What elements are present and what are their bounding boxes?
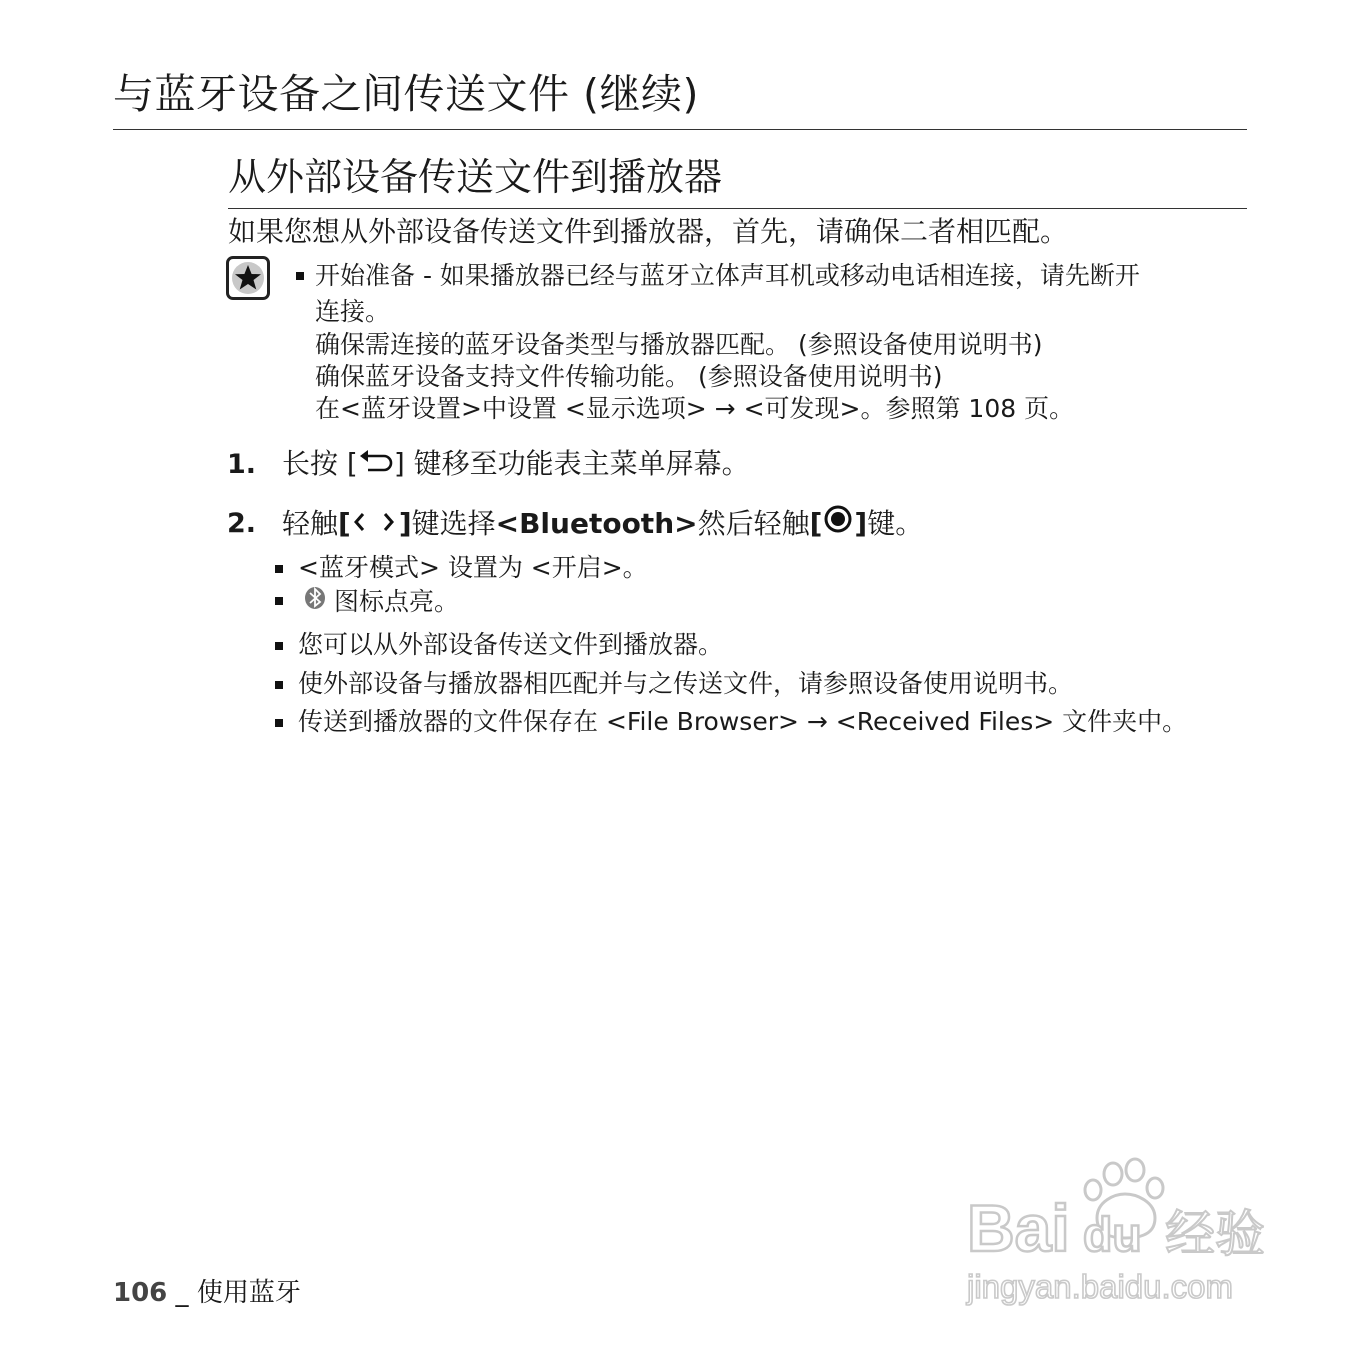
result-bullet: [275, 597, 283, 605]
step-2-number: 2.: [227, 508, 257, 539]
page-footer: [113, 1274, 301, 1312]
note-line-3: 确保需连接的蓝牙设备类型与播放器匹配。 (参照设备使用说明书): [315, 330, 1043, 359]
step-1-number: 1.: [227, 449, 257, 480]
svg-text:du: du: [1083, 1209, 1142, 1262]
step-2: [282, 503, 923, 544]
note-bullet: [296, 272, 304, 280]
step-2-text-post: 键。: [867, 506, 924, 540]
result-2-text: 图标点亮。: [334, 586, 460, 616]
step-2-text-mid-b: 然后轻触: [697, 506, 810, 540]
back-arrow-icon: [358, 444, 394, 484]
tip-2: 使外部设备与播放器相匹配并与之传送文件，请参照设备使用说明书。: [298, 669, 1074, 698]
chapter-name: 使用蓝牙: [196, 1278, 301, 1308]
section-intro: 如果您想从外部设备传送文件到播放器，首先，请确保二者相匹配。: [228, 215, 1069, 248]
tip-bullet: [275, 719, 283, 727]
tip-3: 传送到播放器的文件保存在 <File Browser> → <Received Files> 文件夹中。: [298, 707, 1188, 736]
svg-text:Bai: Bai: [967, 1191, 1070, 1265]
baidu-paw-icon: [965, 1156, 1285, 1306]
title-divider: [113, 129, 1247, 130]
step-2-bluetooth-label: <Bluetooth>: [495, 506, 698, 540]
step-1-text-pre: 长按 [: [282, 447, 358, 480]
baidu-jingyan-watermark: [965, 1156, 1285, 1306]
result-bullet: [275, 565, 283, 573]
step-2-select-open: [: [809, 506, 823, 540]
star-note-icon: [226, 256, 270, 300]
tip-bullet: [275, 642, 283, 650]
page-title: 与蓝牙设备之间传送文件 (继续): [113, 70, 700, 118]
tip-bullet: [275, 681, 283, 689]
select-circle-icon: [822, 503, 854, 544]
left-right-icon: [351, 504, 399, 544]
step-1: [282, 444, 750, 484]
result-2: [298, 584, 459, 619]
note-line-4: 确保蓝牙设备支持文件传输功能。 (参照设备使用说明书): [315, 362, 943, 391]
svg-text:经验: 经验: [1165, 1205, 1265, 1263]
bluetooth-icon: [304, 584, 326, 619]
step-2-bracket-open: [: [338, 506, 351, 540]
footer-separator: _: [167, 1278, 197, 1308]
note-line-1: 开始准备 - 如果播放器已经与蓝牙立体声耳机或移动电话相连接，请先断开: [315, 261, 1140, 290]
page-number: 106: [113, 1278, 168, 1308]
step-2-select-close: ]: [854, 506, 868, 540]
note-line-5: 在<蓝牙设置>中设置 <显示选项> → <可发现>。参照第 108 页。: [315, 394, 1075, 423]
step-2-bracket-close: ]: [398, 506, 412, 540]
section-title: 从外部设备传送文件到播放器: [228, 155, 723, 199]
note-line-2: 连接。: [315, 297, 391, 326]
tip-1: 您可以从外部设备传送文件到播放器。: [298, 630, 724, 659]
section-divider: [228, 208, 1247, 209]
svg-text:jingyan.baidu.com: jingyan.baidu.com: [967, 1268, 1233, 1305]
step-1-text-post: ] 键移至功能表主菜单屏幕。: [393, 447, 750, 480]
result-1: <蓝牙模式> 设置为 <开启>。: [298, 553, 648, 582]
step-2-text-mid-a: 键选择: [411, 506, 496, 540]
step-2-text-pre: 轻触: [282, 506, 339, 540]
